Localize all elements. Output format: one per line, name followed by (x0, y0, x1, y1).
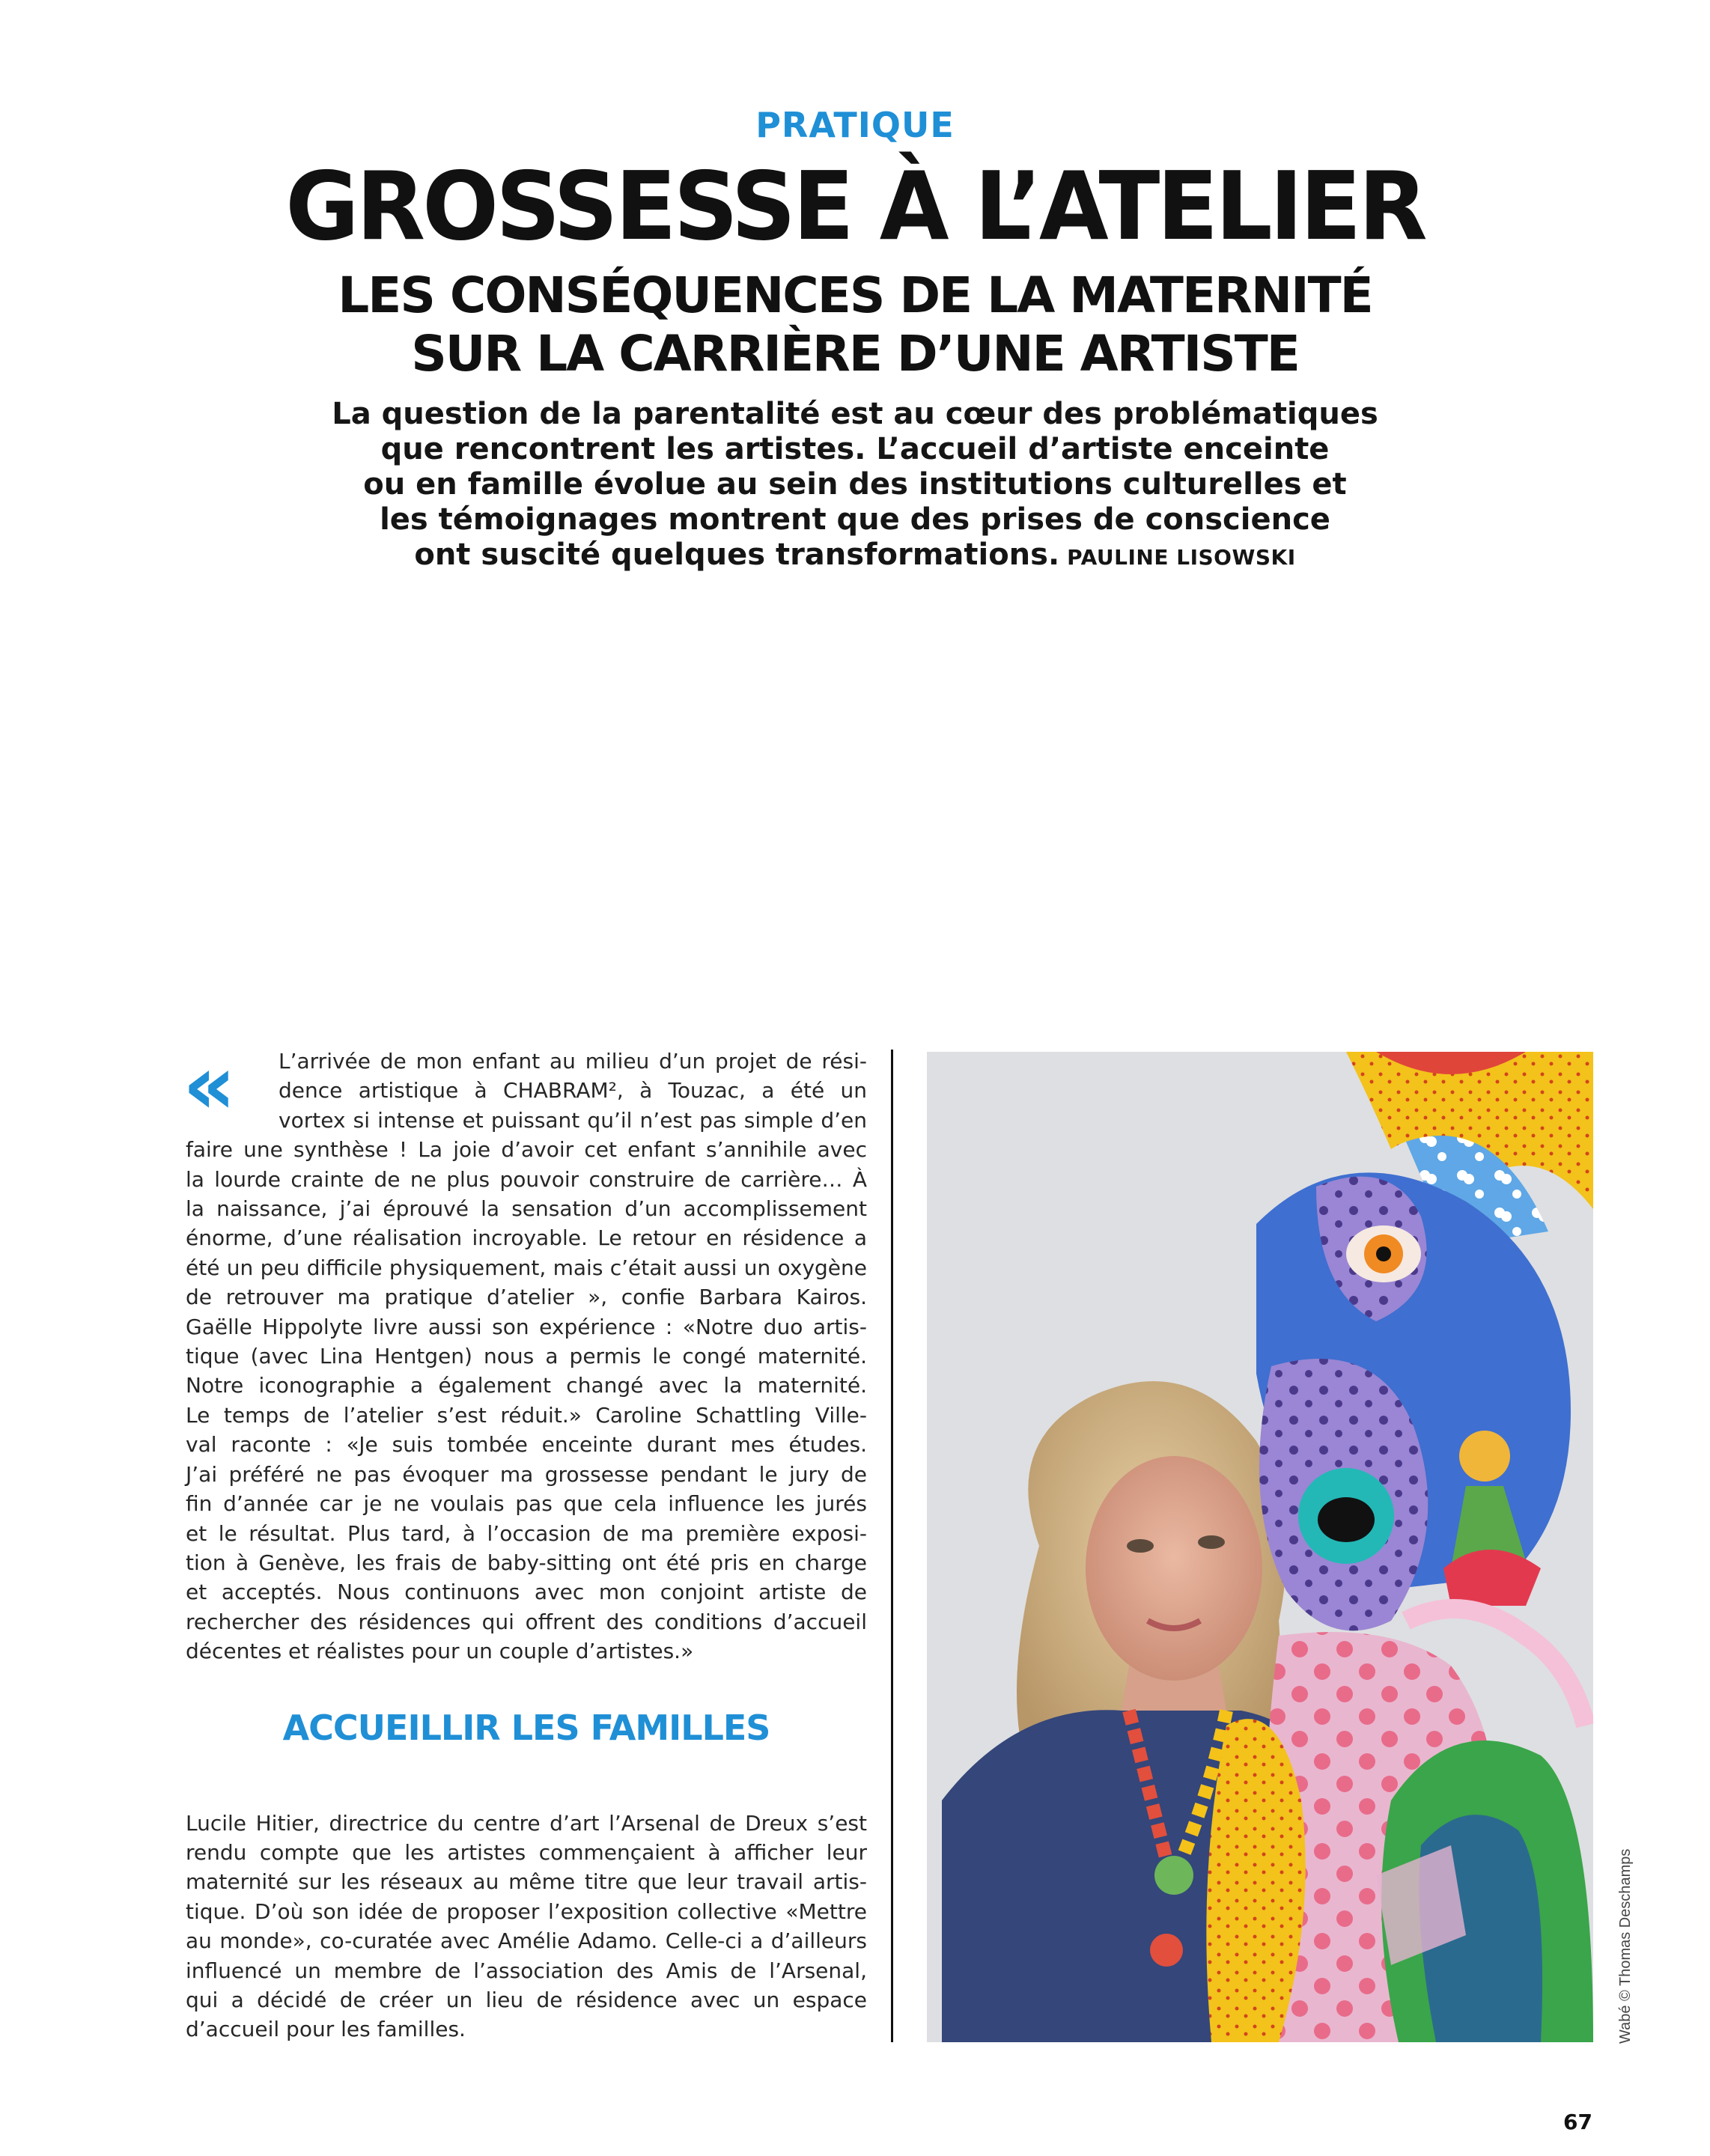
subtitle-line: SUR LA CARRIÈRE D’UNE ARTISTE (411, 325, 1299, 383)
author-byline: PAULINE LISOWSKI (1067, 545, 1296, 570)
text-line: vortex si intense et puissant qu’il n’est pas simple d’en (279, 1107, 867, 1133)
text-line: au monde», co-curatée avec Amélie Adamo. Celle-ci a d’ailleurs (186, 1928, 867, 1954)
text-line: faire une synthèse ! La joie d’avoir cet enfant s’annihile avec (186, 1137, 867, 1163)
column-divider (891, 1050, 893, 2042)
text-line: val raconte : «Je suis tombée enceinte durant mes études. (186, 1432, 867, 1458)
text-line: J’ai préféré ne pas évoquer ma grossesse pendant le jury de (186, 1461, 867, 1487)
standfirst-line: que rencontrent les artistes. L’accueil d’artiste enceinte (380, 432, 1330, 466)
text-line: dence artistique à CHABRAM², à Touzac, a été un (279, 1078, 867, 1103)
text-line: décentes et réalistes pour un couple d’artistes.» (186, 1639, 694, 1664)
text-line: fin d’année car je ne voulais pas que cela influence les jurés (186, 1491, 867, 1517)
text-line: de retrouver ma pratique d’atelier », confie Barbara Kairos. (186, 1285, 867, 1310)
standfirst-line: ont suscité quelques transformations. (414, 538, 1060, 572)
text-line: Lucile Hitier, directrice du centre d’art l’Arsenal de Dreux s’est (186, 1810, 867, 1836)
text-line: et acceptés. Nous continuons avec mon conjoint artiste de (186, 1580, 867, 1605)
text-line: influencé un membre de l’association des Amis de l’Arsenal, (186, 1958, 867, 1983)
text-line: tion à Genève, les frais de baby-sitting ont été pris en charge (186, 1550, 867, 1575)
standfirst (329, 397, 1381, 575)
text-line: Gaëlle Hippolyte livre aussi son expérience : «Notre duo artis- (186, 1314, 867, 1339)
text-line: rendu compte que les artistes commençaient à afficher leur (186, 1839, 867, 1865)
quote-mark: « (183, 1037, 237, 1133)
paragraph-testimonies (186, 1047, 867, 1666)
text-line: été un peu difficile physiquement, mais c’était aussi un oxygène (186, 1255, 867, 1280)
standfirst-line: ou en famille évolue au sein des institutions culturelles et (363, 467, 1347, 502)
section-kicker: PRATIQUE (755, 105, 955, 145)
text-line: maternité sur les réseaux au même titre que leur travail artis- (186, 1869, 867, 1895)
text-line: et le résultat. Plus tard, à l’occasion de ma première exposi- (186, 1520, 867, 1546)
text-line: d’accueil pour les familles. (186, 2017, 466, 2042)
photo-credit: Wabé © Thomas Deschamps (1617, 1848, 1634, 2044)
standfirst-line: les témoignages montrent que des prises de conscience (380, 502, 1330, 537)
section-heading: ACCUEILLIR LES FAMILLES (282, 1707, 770, 1748)
artist-photo (927, 1052, 1593, 2042)
page-subtitle (0, 267, 1710, 383)
page-number: 67 (1563, 2110, 1592, 2134)
text-line: Notre iconographie a également changé avec la maternité. (186, 1373, 867, 1398)
paragraph-arsenal (186, 1809, 867, 2044)
text-line: Le temps de l’atelier s’est réduit.» Caroline Schattling Ville- (186, 1402, 867, 1428)
text-line: énorme, d’une réalisation incroyable. Le retour en résidence a (186, 1225, 867, 1251)
article-column (183, 1037, 867, 2044)
text-line: L’arrivée de mon enfant au milieu d’un projet de rési- (279, 1049, 867, 1074)
standfirst-line: La question de la parentalité est au cœur des problématiques (332, 397, 1378, 431)
text-line: qui a décidé de créer un lieu de résidence avec un espace (186, 1987, 867, 2012)
text-line: tique (avec Lina Hentgen) nous a permis le congé maternité. (186, 1344, 867, 1369)
text-line: la naissance, j’ai éprouvé la sensation d’un accomplissement (186, 1196, 867, 1222)
subtitle-line: LES CONSÉQUENCES DE LA MATERNITÉ (338, 267, 1372, 324)
text-line: la lourde crainte de ne plus pouvoir construire de carrière… À (186, 1166, 867, 1192)
page-title: GROSSESSE À L’ATELIER (285, 152, 1425, 262)
text-line: tique. D’où son idée de proposer l’exposition collective «Mettre (186, 1898, 867, 1924)
text-line: rechercher des résidences qui offrent des conditions d’accueil (186, 1609, 867, 1634)
